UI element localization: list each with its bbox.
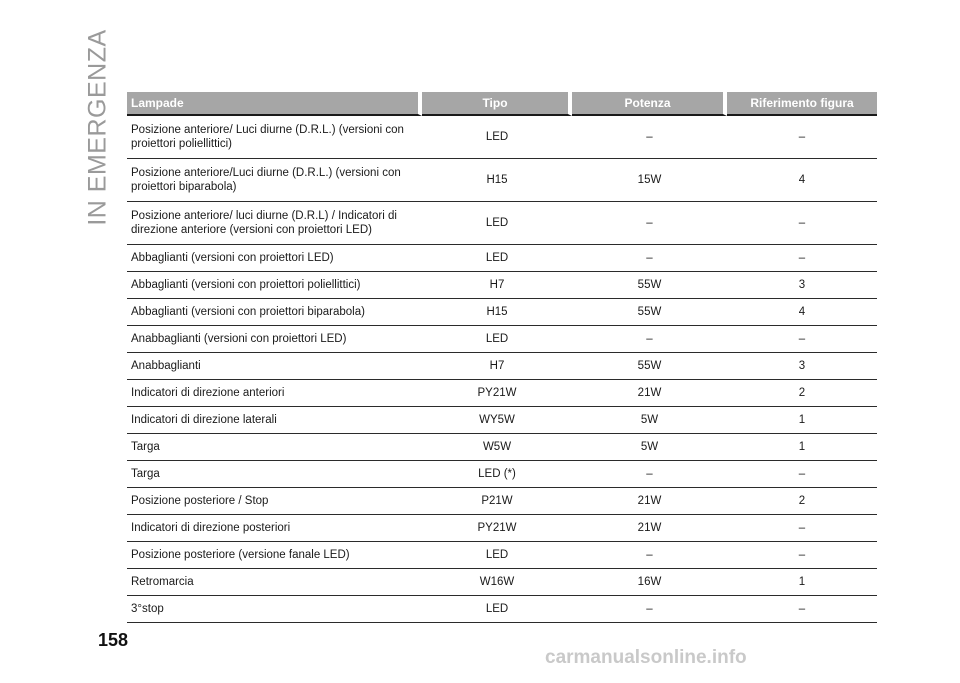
table-row	[127, 596, 877, 623]
cell-tipo: LED (*)	[422, 461, 572, 488]
cell-tipo: W16W	[422, 569, 572, 596]
cell-potenza: 55W	[572, 299, 727, 326]
cell-riferimento: 3	[727, 353, 877, 380]
cell-potenza: 21W	[572, 380, 727, 407]
cell-lampade: Abbaglianti (versioni con proiettori poliellittici)	[127, 272, 422, 299]
cell-potenza: –	[572, 596, 727, 623]
cell-lampade: Anabbaglianti	[127, 353, 422, 380]
cell-riferimento: 4	[727, 159, 877, 202]
table-row	[127, 434, 877, 461]
table-body	[127, 116, 877, 623]
cell-riferimento: 1	[727, 569, 877, 596]
cell-tipo: LED	[422, 326, 572, 353]
cell-riferimento: 4	[727, 299, 877, 326]
cell-lampade: Anabbaglianti (versioni con proiettori LED)	[127, 326, 422, 353]
cell-potenza: –	[572, 245, 727, 272]
header-potenza: Potenza	[572, 92, 727, 116]
cell-potenza: 55W	[572, 272, 727, 299]
header-row	[127, 92, 877, 116]
table-row	[127, 159, 877, 202]
cell-potenza: 16W	[572, 569, 727, 596]
table-row	[127, 569, 877, 596]
cell-potenza: –	[572, 202, 727, 245]
cell-lampade: Posizione anteriore/Luci diurne (D.R.L.) (versioni con proiettori biparabola)	[127, 159, 422, 202]
cell-lampade: Abbaglianti (versioni con proiettori biparabola)	[127, 299, 422, 326]
cell-riferimento: –	[727, 245, 877, 272]
header-riferimento: Riferimento figura	[727, 92, 877, 116]
cell-riferimento: 1	[727, 434, 877, 461]
cell-potenza: 55W	[572, 353, 727, 380]
cell-lampade: Posizione anteriore/ luci diurne (D.R.L) / Indicatori di direzione anteriore (versioni con proiettori LED)	[127, 202, 422, 245]
table-row	[127, 245, 877, 272]
cell-tipo: P21W	[422, 488, 572, 515]
cell-tipo: H7	[422, 353, 572, 380]
cell-lampade: Posizione posteriore / Stop	[127, 488, 422, 515]
table-row	[127, 353, 877, 380]
cell-lampade: 3°stop	[127, 596, 422, 623]
page-number: 158	[98, 630, 129, 650]
cell-lampade: Targa	[127, 461, 422, 488]
cell-tipo: LED	[422, 542, 572, 569]
cell-riferimento: 2	[727, 488, 877, 515]
cell-tipo: PY21W	[422, 515, 572, 542]
cell-riferimento: 1	[727, 407, 877, 434]
cell-tipo: LED	[422, 202, 572, 245]
table-row	[127, 326, 877, 353]
table-row	[127, 407, 877, 434]
cell-lampade: Targa	[127, 434, 422, 461]
table-row	[127, 299, 877, 326]
cell-riferimento: –	[727, 116, 877, 159]
cell-potenza: –	[572, 116, 727, 159]
cell-potenza: 21W	[572, 488, 727, 515]
section-title	[80, 29, 116, 226]
cell-riferimento: –	[727, 515, 877, 542]
cell-tipo: W5W	[422, 434, 572, 461]
cell-riferimento: –	[727, 542, 877, 569]
cell-tipo: H15	[422, 299, 572, 326]
cell-tipo: H7	[422, 272, 572, 299]
cell-riferimento: –	[727, 326, 877, 353]
cell-lampade: Indicatori di direzione posteriori	[127, 515, 422, 542]
cell-tipo: H15	[422, 159, 572, 202]
table-header	[127, 92, 877, 116]
table-row	[127, 515, 877, 542]
cell-riferimento: 2	[727, 380, 877, 407]
cell-riferimento: –	[727, 461, 877, 488]
table-row	[127, 116, 877, 159]
section-title-text: IN EMERGENZA	[83, 29, 112, 226]
table-row	[127, 461, 877, 488]
cell-lampade: Indicatori di direzione laterali	[127, 407, 422, 434]
cell-riferimento: –	[727, 202, 877, 245]
table-row	[127, 272, 877, 299]
cell-potenza: –	[572, 542, 727, 569]
lamp-table	[127, 92, 877, 623]
table-row	[127, 542, 877, 569]
cell-lampade: Retromarcia	[127, 569, 422, 596]
cell-potenza: 5W	[572, 407, 727, 434]
cell-potenza: –	[572, 461, 727, 488]
cell-potenza: –	[572, 326, 727, 353]
cell-lampade: Posizione anteriore/ Luci diurne (D.R.L.) (versioni con proiettori poliellittici)	[127, 116, 422, 159]
cell-potenza: 15W	[572, 159, 727, 202]
cell-potenza: 5W	[572, 434, 727, 461]
cell-tipo: WY5W	[422, 407, 572, 434]
header-lampade: Lampade	[127, 92, 422, 116]
cell-tipo: LED	[422, 596, 572, 623]
cell-tipo: LED	[422, 245, 572, 272]
cell-tipo: LED	[422, 116, 572, 159]
table-row	[127, 380, 877, 407]
cell-lampade: Indicatori di direzione anteriori	[127, 380, 422, 407]
cell-potenza: 21W	[572, 515, 727, 542]
cell-riferimento: –	[727, 596, 877, 623]
cell-lampade: Abbaglianti (versioni con proiettori LED)	[127, 245, 422, 272]
table-row	[127, 202, 877, 245]
cell-tipo: PY21W	[422, 380, 572, 407]
header-tipo: Tipo	[422, 92, 572, 116]
watermark: carmanualsonline.info	[545, 647, 747, 668]
cell-riferimento: 3	[727, 272, 877, 299]
cell-lampade: Posizione posteriore (versione fanale LED)	[127, 542, 422, 569]
table-row	[127, 488, 877, 515]
